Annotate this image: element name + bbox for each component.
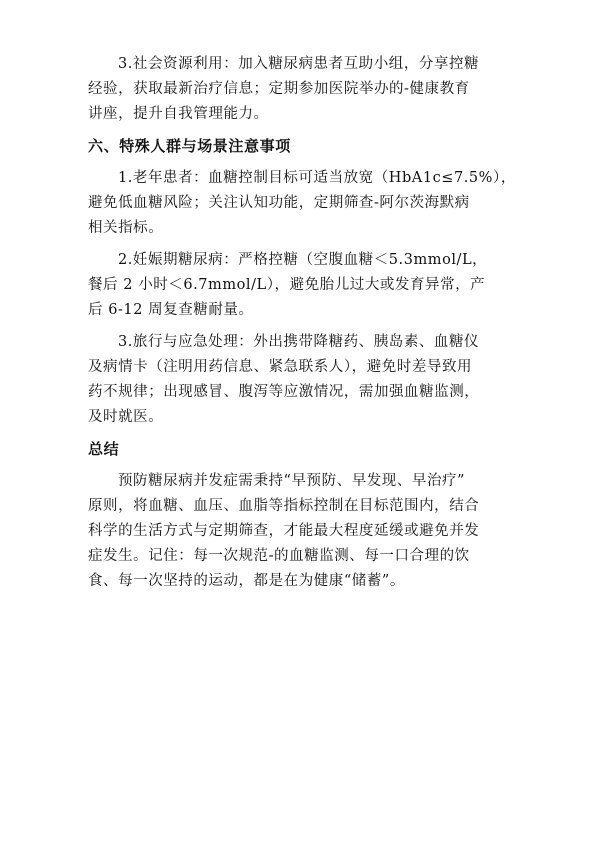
text-line: 预防糖尿病并发症需秉持“早预防、早发现、早治疗” (118, 473, 466, 489)
text-line: 科学的生活方式与定期筛查，才能最大程度延缓或避免并发 (88, 523, 480, 539)
text-line: 餐后 2 小时＜6.7mmol/L），避免胎儿过大或发育异常，产 (88, 277, 486, 293)
document-body (88, 52, 516, 594)
paragraph-travel-emergency (88, 330, 516, 430)
text-line: 避免低血糖风险；关注认知功能，定期筛查-阿尔茨海默病 (88, 195, 470, 211)
text-line: 讲座，提升自我管理能力。 (88, 106, 269, 122)
section-heading-special-groups: 六、特殊人群与场景注意事项 (88, 137, 291, 155)
section-heading-summary: 总结 (88, 440, 120, 458)
text-line: 2.妊娠期糖尿病：严格控糖（空腹血糖＜5.3mmol/L， (118, 252, 488, 268)
text-line: 药不规律；出现感冒、腹泻等应激情况，需加强血糖监测， (88, 384, 480, 400)
paragraph-elderly (88, 166, 516, 241)
text-line: 食、每一次坚持的运动，都是在为健康“储蓄”。 (88, 573, 405, 589)
text-line: 1.老年患者：血糖控制目标可适当放宽（HbA1c≤7.5%）， (118, 170, 516, 186)
text-line: 原则，将血糖、血压、血脂等指标控制在目标范围内，结合 (88, 498, 480, 514)
text-line: 及病情卡（注明用药信息、紧急联系人），避免时差导致用 (88, 359, 473, 375)
text-line: 及时就医。 (88, 409, 164, 425)
paragraph-social-resources (88, 52, 516, 127)
text-line: 相关指标。 (88, 220, 164, 236)
text-line: 3.旅行与应急处理：外出携带降糖药、胰岛素、血糖仪 (118, 334, 480, 350)
paragraph-summary (88, 469, 516, 594)
paragraph-gestational-diabetes (88, 248, 516, 323)
text-line: 后 6-12 周复查糖耐量。 (88, 302, 254, 318)
text-line: 经验，获取最新治疗信息；定期参加医院举办的-健康教育 (88, 81, 470, 97)
text-line: 症发生。记住：每一次规范-的血糖监测、每一口合理的饮 (88, 548, 470, 564)
text-line: 3.社会资源利用：加入糖尿病患者互助小组，分享控糖 (118, 56, 480, 72)
